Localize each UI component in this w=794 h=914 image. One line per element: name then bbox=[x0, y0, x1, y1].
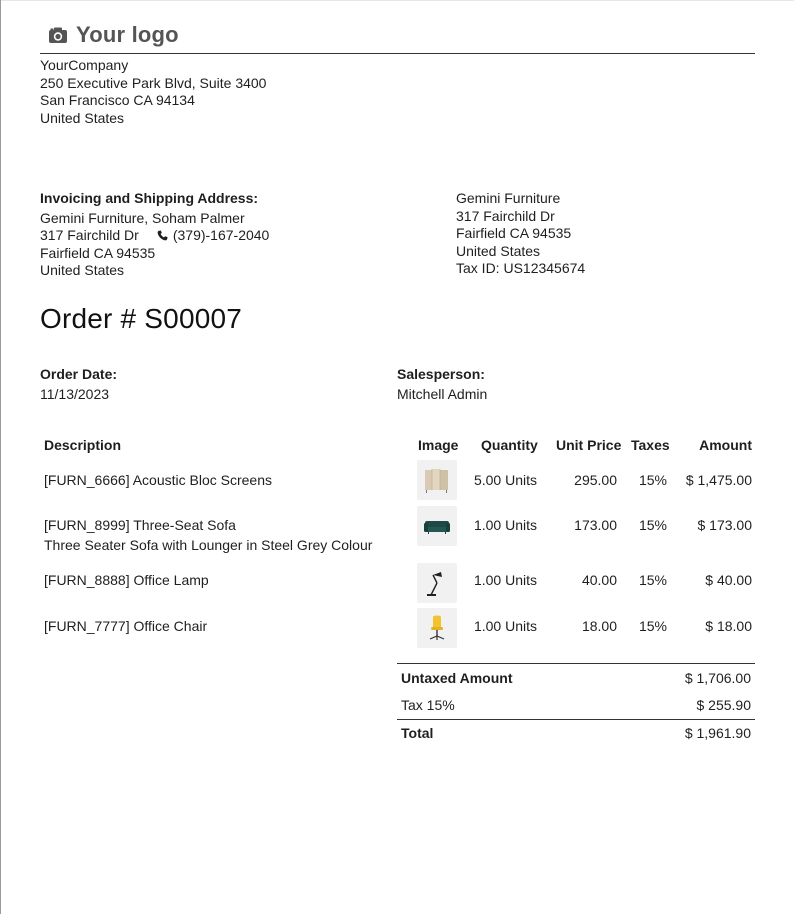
camera-icon bbox=[48, 26, 68, 44]
company-country: United States bbox=[40, 109, 125, 126]
untaxed-amount-label: Untaxed Amount bbox=[401, 670, 513, 686]
total-label: Total bbox=[401, 725, 434, 741]
phone-number: (379)-167-2040 bbox=[172, 227, 270, 243]
line-quantity: 1.00 Units bbox=[473, 618, 537, 634]
address-city: Fairfield CA 94535 bbox=[40, 244, 156, 261]
partner-street: 317 Fairchild Dr bbox=[456, 207, 555, 224]
salesperson-label: Salesperson: bbox=[397, 366, 485, 382]
line-note: Three Seater Sofa with Lounger in Steel Grey Colour bbox=[44, 537, 373, 553]
header-divider bbox=[40, 53, 755, 54]
line-description: [FURN_7777] Office Chair bbox=[44, 618, 208, 634]
line-taxes: 15% bbox=[638, 618, 667, 634]
line-description: [FURN_6666] Acoustic Bloc Screens bbox=[44, 472, 272, 488]
partner-city: Fairfield CA 94535 bbox=[456, 225, 572, 241]
invoicing-shipping-address bbox=[40, 190, 269, 280]
lamp-image bbox=[417, 563, 457, 603]
line-unit-price: 295.00 bbox=[574, 472, 617, 488]
phone-icon bbox=[157, 230, 168, 241]
column-header-image: Image bbox=[418, 437, 459, 453]
logo-text: Your logo bbox=[76, 22, 179, 47]
line-taxes: 15% bbox=[638, 572, 667, 588]
total-value: $ 1,961.90 bbox=[684, 725, 751, 741]
sofa-image bbox=[417, 506, 457, 546]
company-city: San Francisco CA 94134 bbox=[40, 92, 195, 108]
line-amount: $ 18.00 bbox=[705, 618, 752, 634]
chair-image bbox=[417, 608, 457, 648]
company-address bbox=[40, 57, 266, 127]
partner-tax-id: Tax ID: US12345674 bbox=[456, 260, 586, 276]
untaxed-amount-row bbox=[401, 668, 751, 688]
address-country: United States bbox=[40, 262, 125, 278]
line-unit-price: 173.00 bbox=[574, 517, 617, 533]
column-header-unit-price: Unit Price bbox=[556, 437, 622, 453]
address-street: 317 Fairchild Dr bbox=[40, 227, 139, 243]
address-name: Gemini Furniture, Soham Palmer bbox=[40, 209, 245, 226]
column-header-description: Description bbox=[44, 437, 122, 453]
line-amount: $ 1,475.00 bbox=[685, 472, 752, 488]
order-title: Order # S00007 bbox=[40, 303, 243, 334]
line-quantity: 1.00 Units bbox=[473, 517, 537, 533]
order-date-block bbox=[40, 364, 117, 404]
address-street-line bbox=[40, 227, 269, 245]
phone bbox=[157, 227, 270, 245]
total-row bbox=[401, 723, 751, 743]
line-quantity: 1.00 Units bbox=[473, 572, 537, 588]
line-amount: $ 173.00 bbox=[697, 517, 752, 533]
tax-label: Tax 15% bbox=[401, 697, 455, 713]
tax-value: $ 255.90 bbox=[696, 697, 751, 713]
order-date-label: Order Date: bbox=[40, 366, 118, 382]
page-left-edge bbox=[0, 0, 1, 914]
line-taxes: 15% bbox=[638, 517, 667, 533]
line-description: [FURN_8888] Office Lamp bbox=[44, 572, 209, 588]
totals-divider bbox=[397, 663, 755, 664]
partner-country: United States bbox=[456, 242, 541, 259]
sale-order-document bbox=[40, 0, 755, 914]
line-quantity: 5.00 Units bbox=[473, 472, 537, 488]
line-unit-price: 40.00 bbox=[581, 572, 617, 588]
partner-name: Gemini Furniture bbox=[456, 190, 561, 206]
line-description: [FURN_8999] Three-Seat Sofa bbox=[44, 517, 236, 533]
salesperson-block bbox=[397, 364, 487, 404]
total-divider bbox=[397, 719, 755, 720]
salesperson-value: Mitchell Admin bbox=[397, 386, 488, 402]
column-header-amount: Amount bbox=[699, 437, 752, 453]
partner-address bbox=[456, 190, 585, 278]
company-name: YourCompany bbox=[40, 57, 129, 73]
line-taxes: 15% bbox=[638, 472, 667, 488]
order-date-value: 11/13/2023 bbox=[40, 386, 110, 402]
company-logo bbox=[48, 20, 179, 50]
address-heading: Invoicing and Shipping Address: bbox=[40, 190, 259, 206]
line-amount: $ 40.00 bbox=[705, 572, 752, 588]
acoustic-screen-image bbox=[417, 460, 457, 500]
column-header-quantity: Quantity bbox=[481, 437, 538, 453]
company-street: 250 Executive Park Blvd, Suite 3400 bbox=[40, 74, 267, 91]
line-unit-price: 18.00 bbox=[581, 618, 617, 634]
column-header-taxes: Taxes bbox=[631, 437, 670, 453]
untaxed-amount-value: $ 1,706.00 bbox=[684, 670, 751, 686]
tax-row bbox=[401, 695, 751, 715]
